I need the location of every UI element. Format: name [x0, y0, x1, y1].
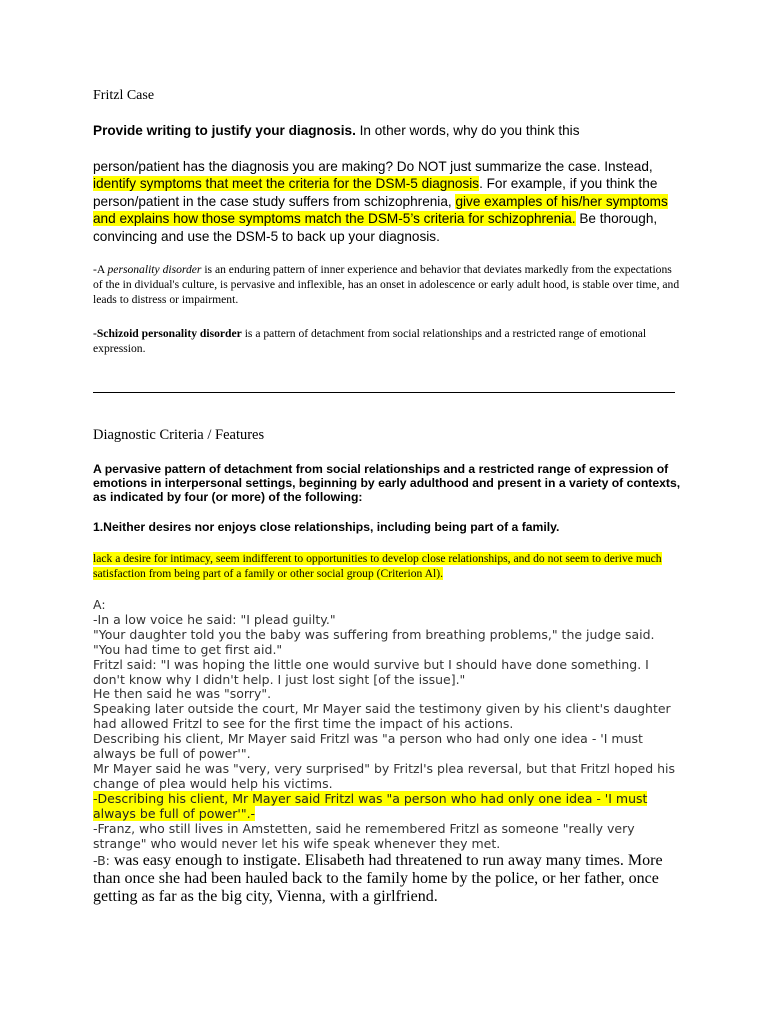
prompt-lead-rest: In other words, why do you think this — [355, 123, 580, 138]
criterion-1-detail — [93, 551, 683, 582]
evidence-line: -Franz, who still lives in Amstetten, said he remembered Fritzl as someone "really very strange" who would never let his wife speak whenever they met. — [93, 820, 635, 851]
evidence-line: Describing his client, Mr Mayer said Fritzl was "a person who had only one idea - 'I must always be full of power'". — [93, 731, 643, 762]
section-divider — [93, 392, 675, 393]
def2-text: is a pattern of detachment from social relationships and a restricted range of emotional expression. — [93, 327, 647, 355]
evidence-label-a: A: — [93, 597, 106, 612]
schizoid-definition — [93, 327, 683, 357]
prompt-paragraph — [93, 159, 668, 244]
criterion-1: 1.Neither desires nor enjoys close relationships, including being part of a family. — [93, 520, 560, 534]
def2-term: -Schizoid personality disorder — [93, 327, 242, 340]
evidence-b-text: was easy enough to instigate. Elisabeth had threatened to run away many times. More than once she had been hauled back to the family home by the police, or her father, once getting as far as the big city, Vienna, with a girlfriend. — [93, 852, 663, 906]
assignment-prompt — [93, 122, 683, 246]
document-title: Fritzl Case — [93, 88, 155, 103]
def1-prefix: -A — [93, 263, 108, 276]
prompt-highlight-1: identify symptoms that meet the criteria for the DSM-5 diagnosis — [93, 176, 480, 192]
evidence-line: "Your daughter told you the baby was suffering from breathing problems," the judge said. "You had time to get first aid." — [93, 626, 655, 657]
prompt-lead-bold: Provide writing to justify your diagnosis. — [93, 123, 356, 138]
evidence-line: He then said he was "sorry". — [93, 686, 272, 702]
evidence-b — [93, 852, 683, 907]
evidence-highlighted-text: -Describing his client, Mr Mayer said Fritzl was "a person who had only one idea - 'I must always be full of power'".- — [93, 790, 648, 821]
prompt-text-b: . For example, if you think the person/patient in the case study suffers from schizophrenia, — [93, 176, 658, 209]
case-evidence — [93, 598, 683, 851]
criteria-intro: A pervasive pattern of detachment from social relationships and a restricted range of expression of emotions in interpersonal settings, beginning by early adulthood and present in a variety of contexts, as indicated by four (or more) of the following: — [93, 462, 681, 505]
evidence-line: Speaking later outside the court, Mr Mayer said the testimony given by his client's daughter had allowed Fritzl to see for the first time the impact of his actions. — [93, 701, 671, 732]
def1-term: personality disorder — [107, 263, 202, 276]
prompt-text-c: Be thorough, convincing and use the DSM-5 to back up your diagnosis. — [93, 211, 658, 244]
prompt-text-a: person/patient has the diagnosis you are making? Do NOT just summarize the case. Instead, — [93, 158, 653, 174]
def1-text: is an enduring pattern of inner experience and behavior that deviates markedly from the expectations of the in dividual's culture, is pervasive and inflexible, has an onset in adolescence or early adult hood, is stable over time, and leads to distress or impairment. — [93, 263, 680, 306]
evidence-line: Fritzl said: "I was hoping the little one would survive but I should have done something. I don't know why I didn't help. I just lost sight [of the issue]." — [93, 656, 649, 687]
criterion-1-detail-text: lack a desire for intimacy, seem indifferent to opportunities to develop close relationships, and do not seem to derive much satisfaction from being part of a family or other social group (Criterion Al). — [93, 552, 662, 581]
evidence-line: Mr Mayer said he was "very, very surprised" by Fritzl's plea reversal, but that Fritzl hoped his change of plea would help his victims. — [93, 760, 676, 791]
evidence-label-b: -B: — [93, 853, 114, 868]
evidence-highlighted-quote — [93, 792, 683, 822]
section-heading: Diagnostic Criteria / Features — [93, 427, 265, 443]
prompt-highlight-2: give examples of his/her symptoms and explains how those symptoms match the DSM-5’s criteria for schizophrenia. — [93, 193, 668, 227]
prompt-line-1 — [93, 122, 683, 140]
evidence-line: -In a low voice he said: "I plead guilty." — [93, 611, 336, 627]
personality-disorder-definition — [93, 263, 683, 307]
